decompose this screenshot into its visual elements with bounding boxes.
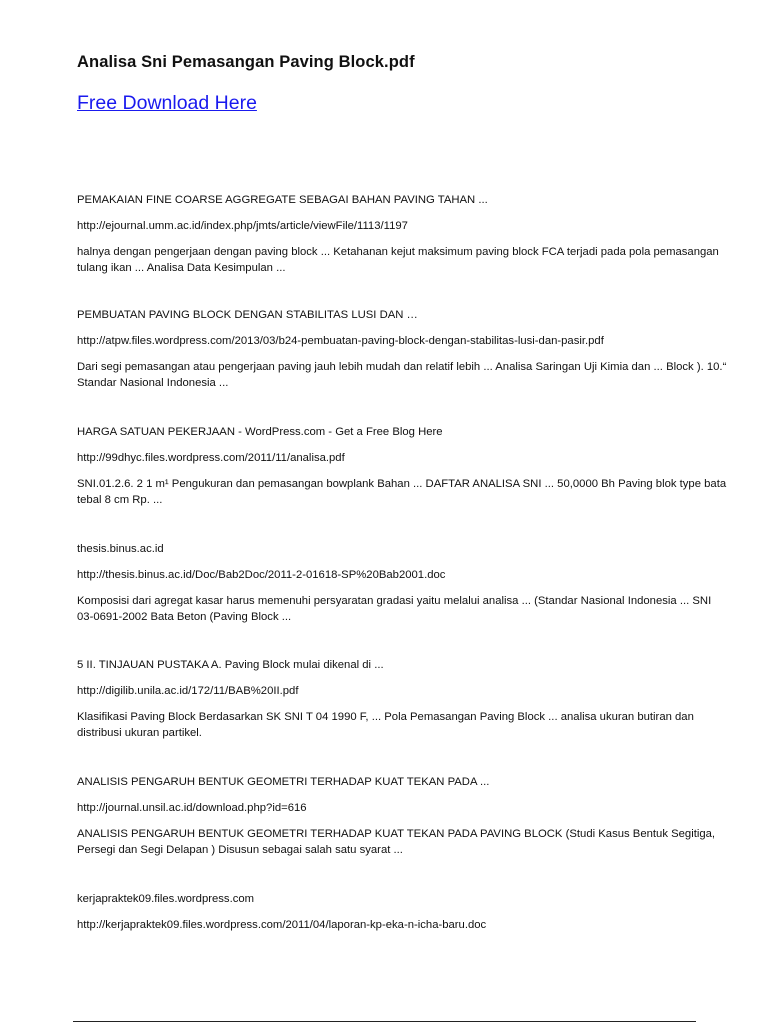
- search-result: [77, 774, 727, 858]
- result-snippet: Komposisi dari agregat kasar harus memenuhi persyaratan gradasi yaitu melalui analisa ... (Standar Nasional Indonesia ... SNI 03-0691-2002 Bata Beton (Paving Block ...: [77, 595, 712, 623]
- result-url[interactable]: http://journal.unsil.ac.id/download.php?id=616: [77, 802, 307, 814]
- result-title: thesis.binus.ac.id: [77, 543, 164, 555]
- result-title: 5 II. TINJAUAN PUSTAKA A. Paving Block mulai dikenal di ...: [77, 659, 384, 671]
- free-download-link[interactable]: Free Download Here: [77, 92, 257, 114]
- search-result: [77, 891, 727, 933]
- result-url[interactable]: http://thesis.binus.ac.id/Doc/Bab2Doc/2011-2-01618-SP%20Bab2001.doc: [77, 569, 446, 581]
- search-result: [77, 192, 727, 276]
- result-url[interactable]: http://99dhyc.files.wordpress.com/2011/11/analisa.pdf: [77, 452, 345, 464]
- result-url[interactable]: http://atpw.files.wordpress.com/2013/03/b24-pembuatan-paving-block-dengan-stabilitas-lusi-dan-pasir.pdf: [77, 335, 604, 347]
- result-title: HARGA SATUAN PEKERJAAN - WordPress.com - Get a Free Blog Here: [77, 426, 443, 438]
- result-title: PEMBUATAN PAVING BLOCK DENGAN STABILITAS LUSI DAN …: [77, 309, 418, 321]
- search-result: [77, 307, 727, 391]
- result-url[interactable]: http://ejournal.umm.ac.id/index.php/jmts/article/viewFile/1113/1197: [77, 220, 408, 232]
- result-snippet: halnya dengan pengerjaan dengan paving block ... Ketahanan kejut maksimum paving block FCA terjadi pada pola pemasangan tulang ikan ... Analisa Data Kesimpulan ...: [77, 246, 719, 274]
- search-result: [77, 424, 727, 508]
- result-url[interactable]: http://kerjapraktek09.files.wordpress.com/2011/04/laporan-kp-eka-n-icha-baru.doc: [77, 919, 487, 931]
- result-title: ANALISIS PENGARUH BENTUK GEOMETRI TERHADAP KUAT TEKAN PADA ...: [77, 776, 490, 788]
- result-url[interactable]: http://digilib.unila.ac.id/172/11/BAB%20II.pdf: [77, 685, 299, 697]
- result-snippet: ANALISIS PENGARUH BENTUK GEOMETRI TERHADAP KUAT TEKAN PADA PAVING BLOCK (Studi Kasus Bentuk Segitiga, Persegi dan Segi Delapan ) Disusun sebagai salah satu syarat ...: [77, 828, 716, 856]
- search-result: [77, 657, 727, 741]
- result-title: PEMAKAIAN FINE COARSE AGGREGATE SEBAGAI BAHAN PAVING TAHAN ...: [77, 194, 488, 206]
- result-snippet: Dari segi pemasangan atau pengerjaan paving jauh lebih mudah dan relatif lebih ... Analisa Saringan Uji Kimia dan ... Block ). 10.“ Standar Nasional Indonesia ...: [77, 361, 727, 389]
- search-result: [77, 541, 727, 625]
- result-title: kerjapraktek09.files.wordpress.com: [77, 893, 255, 905]
- footer-divider: [73, 1021, 696, 1022]
- result-snippet: SNI.01.2.6. 2 1 m¹ Pengukuran dan pemasangan bowplank Bahan ... DAFTAR ANALISA SNI ... 50,0000 Bh Paving blok type bata tebal 8 cm Rp. ...: [77, 478, 727, 506]
- document-title: Analisa Sni Pemasangan Paving Block.pdf: [77, 53, 415, 71]
- result-snippet: Klasifikasi Paving Block Berdasarkan SK SNI T 04 1990 F, ... Pola Pemasangan Paving Block ... analisa ukuran butiran dan distribusi ukuran partikel.: [77, 711, 694, 739]
